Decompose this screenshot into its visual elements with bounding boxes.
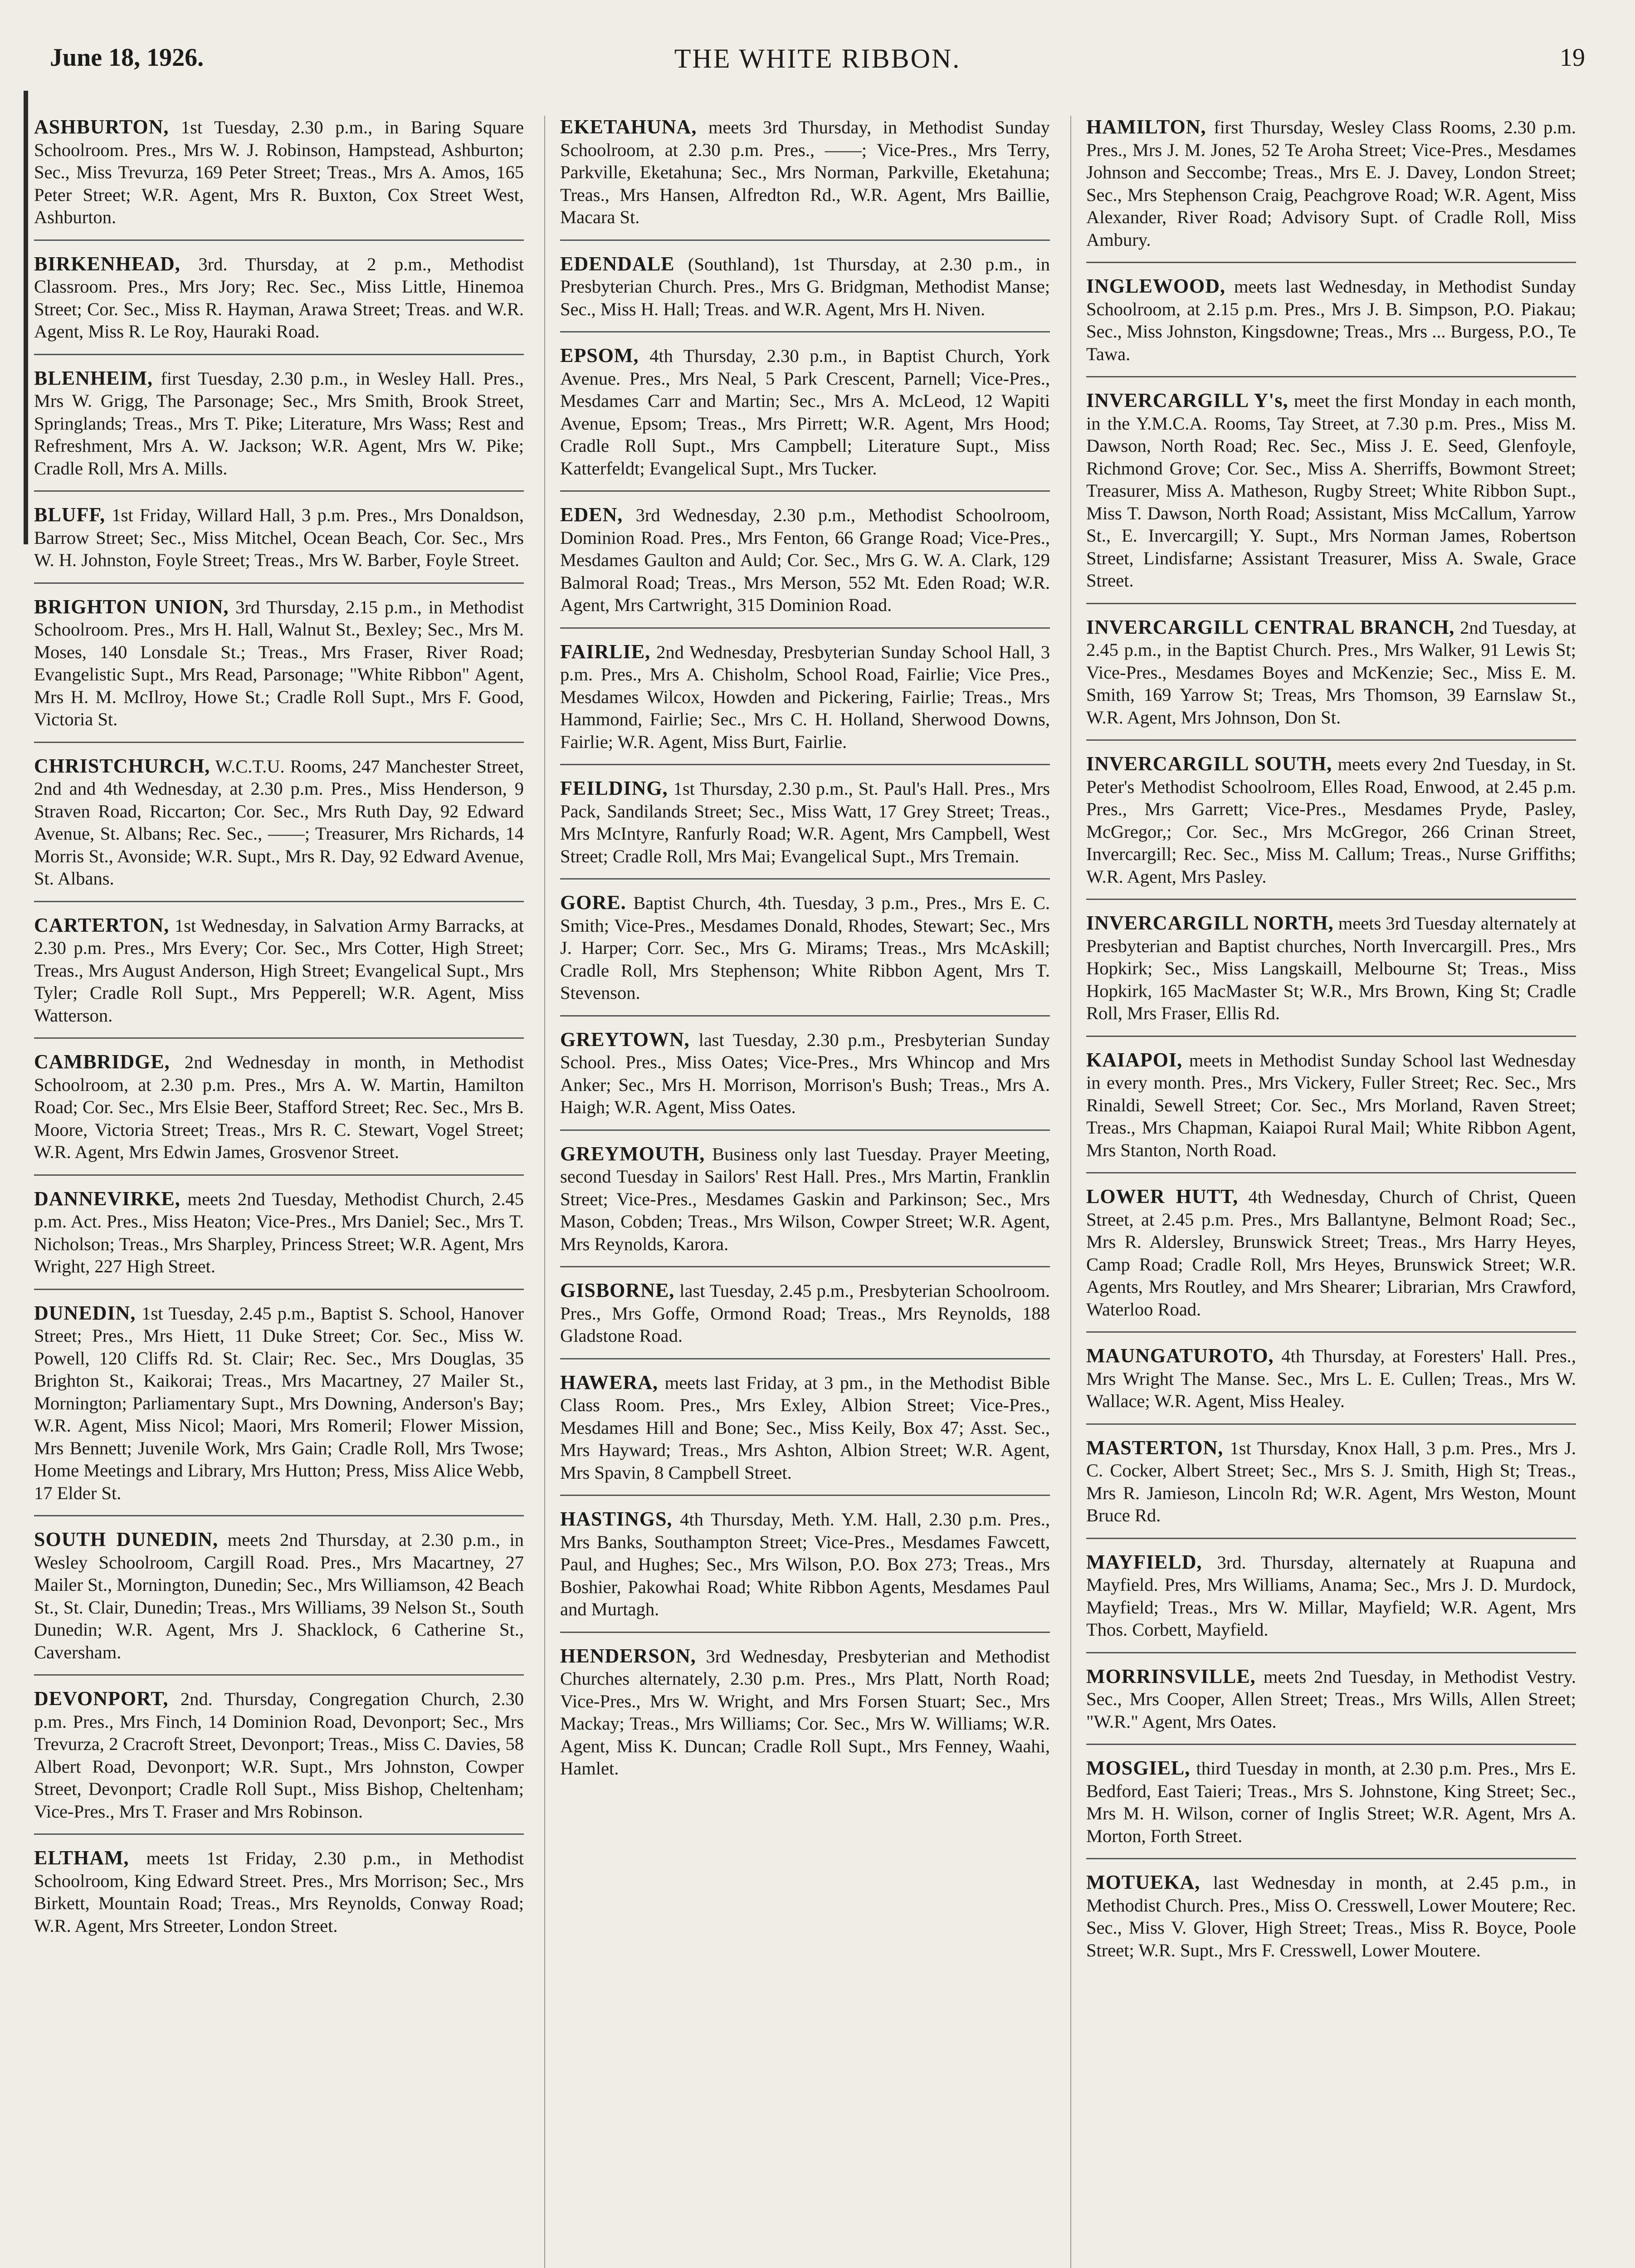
branch-name: FAIRLIE, xyxy=(560,640,651,663)
branch-details: meets 1st Friday, 2.30 p.m., in Methodist Schoolroom, King Edward Street. Pres., Mrs Morrison; Sec., Mrs Birkett, Mountain Road; Treas., Mrs Reynolds, Conway Road; W.R. Agent, Mrs Streeter, London Street. xyxy=(34,1848,524,1936)
branch-entry xyxy=(1086,1757,1576,1859)
branch-name: GREYTOWN, xyxy=(560,1028,690,1051)
branch-name: DANNEVIRKE, xyxy=(34,1187,181,1210)
branch-name: HASTINGS, xyxy=(560,1508,673,1530)
branch-details: 1st Wednesday, in Salvation Army Barracks, at 2.30 p.m. Pres., Mrs Every; Cor. Sec., Mrs Cotter, High Street; Treas., Mrs August Anderson, High Street; Evangelical Supt., Mrs Tyler; Cradle Roll Supt., Mrs Pepperell; W.R. Agent, Miss Watterson. xyxy=(34,915,524,1026)
branch-details: first Thursday, Wesley Class Rooms, 2.30 p.m. Pres., Mrs J. M. Jones, 52 Te Aroha Street; Vice-Pres., Mesdames Johnson and Seccombe; Treas., Mrs E. J. Davey, London Street; Sec., Mrs Stephenson Craig, Peachgrove Road; W.R. Agent, Miss Alexander, River Road; Advisory Supt. of Cradle Roll, Miss Ambury. xyxy=(1086,117,1576,250)
branch-details: 1st Friday, Willard Hall, 3 p.m. Pres., Mrs Donaldson, Barrow Street; Sec., Miss Mitchel, Ocean Beach, Cor. Sec., Mrs W. H. Johnston, Foyle Street; Treas., Mrs W. Barber, Foyle Street. xyxy=(34,505,524,570)
branch-details: Baptist Church, 4th. Tuesday, 3 p.m., Pres., Mrs E. C. Smith; Vice-Pres., Mesdames Donald, Rhodes, Stewart; Sec., Mrs J. Harper; Corr. Sec., Mrs G. Mirams; Treas., Mrs McAskill; Cradle Roll, Mrs Stephenson; White Ribbon Agent, Mrs T. Stevenson. xyxy=(560,893,1050,1003)
column-divider xyxy=(544,116,545,2268)
branch-entry xyxy=(1086,1185,1576,1333)
branch-entry xyxy=(34,367,524,492)
branch-entry xyxy=(560,777,1050,880)
branch-entry xyxy=(560,1371,1050,1496)
branch-name: BLENHEIM, xyxy=(34,367,153,389)
branch-details: 1st Thursday, 2.30 p.m., St. Paul's Hall. Pres., Mrs Pack, Sandilands Street; Sec., Miss Watt, 17 Grey Street; Treas., Mrs McIntyre, Ranfurly Road; W.R. Agent, Mrs Campbell, West Street; Cradle Roll, Mrs Mai; Evangelical Supt., Mrs Tremain. xyxy=(560,778,1050,866)
branch-name: SOUTH DUNEDIN, xyxy=(34,1528,219,1550)
branch-name: EDENDALE xyxy=(560,252,675,275)
page-number: 19 xyxy=(1560,44,1585,72)
branch-name: CAMBRIDGE, xyxy=(34,1051,170,1073)
column-2 xyxy=(560,116,1050,2268)
branch-details: meets every 2nd Tuesday, in St. Peter's Methodist Schoolroom, Elles Road, Enwood, at 2.45 p.m. Pres., Mrs Garrett; Vice-Pres., Mesdames Pryde, Pasley, McGregor,; Cor. Sec., Mrs McGregor, 266 Crinan Street, Invercargill; Rec. Sec., Miss M. Callum; Treas., Nurse Griffiths; W.R. Agent, Mrs Pasley. xyxy=(1086,754,1576,887)
branch-name: MAUNGATUROTO, xyxy=(1086,1344,1274,1367)
branch-entry xyxy=(1086,912,1576,1037)
branch-name: EPSOM, xyxy=(560,344,639,367)
branch-entry xyxy=(560,891,1050,1017)
branch-name: DEVONPORT, xyxy=(34,1687,169,1710)
branch-details: 2nd Wednesday in month, in Methodist Schoolroom, at 2.30 p.m. Pres., Mrs A. W. Martin, Hamilton Road; Cor. Sec., Mrs Elsie Beer, Stafford Street; Rec. Sec., Mrs B. Moore, Victoria Street; Treas., Mrs R. C. Stewart, Vogel Street; W.R. Agent, Mrs Edwin James, Grosvenor Street. xyxy=(34,1052,524,1162)
branch-details: meets last Friday, at 3 pm., in the Methodist Bible Class Room. Pres., Mrs Exley, Albion Street; Vice-Pres., Mesdames Hill and Bone; Sec., Miss Keily, Box 47; Asst. Sec., Mrs Hayward; Treas., Mrs Ashton, Albion Street; W.R. Agent, Mrs Spavin, 8 Campbell Street. xyxy=(560,1372,1050,1483)
branch-name: CHRISTCHURCH, xyxy=(34,754,210,777)
branch-name: DUNEDIN, xyxy=(34,1301,136,1324)
branch-entry xyxy=(34,253,524,355)
branch-details: 1st Tuesday, 2.30 p.m., in Baring Square Schoolroom. Pres., Mrs W. J. Robinson, Hampstead, Ashburton; Sec., Miss Trevurza, 169 Peter Street; Treas., Mrs A. Amos, 165 Peter Street; W.R. Agent, Mrs R. Buxton, Cox Street West, Ashburton. xyxy=(34,117,524,227)
branch-entry xyxy=(1086,1551,1576,1653)
branch-entry xyxy=(34,116,524,241)
branch-name: MAYFIELD, xyxy=(1086,1550,1202,1573)
branch-details: 3rd Wednesday, 2.30 p.m., Methodist Schoolroom, Dominion Road. Pres., Mrs Fenton, 66 Grange Road; Vice-Pres., Mesdames Gaulton and Auld; Cor. Sec., Mrs G. W. A. Clark, 129 Balmoral Road; Treas., Mrs Merson, 552 Mt. Eden Road; W.R. Agent, Mrs Cartwright, 315 Dominion Road. xyxy=(560,505,1050,615)
branch-details: (Southland), 1st Thursday, at 2.30 p.m., in Presbyterian Church. Pres., Mrs G. Bridgman, Methodist Manse; Sec., Miss H. Hall; Treas. and W.R. Agent, Mrs H. Niven. xyxy=(560,254,1050,319)
branch-entry xyxy=(1086,275,1576,377)
branch-name: INGLEWOOD, xyxy=(1086,275,1226,297)
branch-name: GREYMOUTH, xyxy=(560,1142,705,1165)
branch-entry xyxy=(34,1687,524,1835)
branch-name: ELTHAM, xyxy=(34,1847,129,1869)
branch-name: CARTERTON, xyxy=(34,914,170,936)
branch-name: LOWER HUTT, xyxy=(1086,1185,1239,1207)
branch-entry xyxy=(34,914,524,1039)
branch-entry xyxy=(1086,1049,1576,1174)
branch-entry xyxy=(560,1645,1050,1791)
issue-date: June 18, 1926. xyxy=(50,44,204,72)
branch-entry xyxy=(1086,1344,1576,1425)
branch-name: GORE. xyxy=(560,891,626,914)
branch-details: last Wednesday in month, at 2.45 p.m., in Methodist Church. Pres., Miss O. Cresswell, Lower Moutere; Rec. Sec., Miss V. Glover, High Street; Treas., Miss R. Boyce, Poole Street; W.R. Supt., Mrs F. Cresswell, Lower Moutere. xyxy=(1086,1872,1576,1960)
branch-details: 2nd. Thursday, Congregation Church, 2.30 p.m. Pres., Mrs Finch, 14 Dominion Road, Devonport; Sec., Mrs Trevurza, 2 Cracroft Street, Devonport; Treas., Miss C. Davies, 58 Albert Road, Devonport; W.R. Supt., Mrs Johnston, Cowper Street, Devonport; Cradle Roll Supt., Miss Bishop, Cheltenham; Vice-Pres., Mrs T. Fraser and Mrs Robinson. xyxy=(34,1689,524,1822)
branch-details: 4th Thursday, at Foresters' Hall. Pres., Mrs Wright The Manse. Sec., Mrs L. E. Cullen; Treas., Mrs W. Wallace; W.R. Agent, Miss Healey. xyxy=(1086,1346,1576,1411)
branch-details: meets 3rd Thursday, in Methodist Sunday Schoolroom, at 2.30 p.m. Pres., ——; Vice-Pres., Mrs Terry, Parkville, Eketahuna; Sec., Mrs Norman, Parkville, Eketahuna; Treas., Mrs Hansen, Alfredton Rd., W.R. Agent, Mrs Baillie, Macara St. xyxy=(560,117,1050,227)
branch-entry xyxy=(560,1028,1050,1131)
branch-name: INVERCARGILL Y's, xyxy=(1086,389,1288,411)
column-1 xyxy=(34,116,524,2268)
branch-entry xyxy=(560,116,1050,241)
branch-name: ASHBURTON, xyxy=(34,116,169,138)
branch-name: EDEN, xyxy=(560,503,623,526)
branch-details: meets 2nd Tuesday, in Methodist Vestry. Sec., Mrs Cooper, Allen Street; Treas., Mrs Wills, Allen Street; "W.R." Agent, Mrs Oates. xyxy=(1086,1666,1576,1732)
branch-name: HAWERA, xyxy=(560,1371,659,1393)
branch-entry xyxy=(560,253,1050,333)
branch-details: 3rd. Thursday, at 2 p.m., Methodist Classroom. Pres., Mrs Jory; Rec. Sec., Miss Little, Hinemoa Street; Cor. Sec., Miss R. Hayman, Arawa Street; Treas. and W.R. Agent, Miss R. Le Roy, Hauraki Road. xyxy=(34,254,524,342)
branch-details: 1st Thursday, Knox Hall, 3 p.m. Pres., Mrs J. C. Cocker, Albert Street; Sec., Mrs S. J. Smith, High St; Treas., Mrs R. Jamieson, Lincoln Rd; W.R. Agent, Mrs Weston, Mount Bruce Rd. xyxy=(1086,1437,1576,1525)
branch-details: W.C.T.U. Rooms, 247 Manchester Street, 2nd and 4th Wednesday, at 2.30 p.m. Pres., Miss Henderson, 9 Straven Road, Riccarton; Cor. Sec., Mrs Ruth Day, 92 Edward Avenue, St. Albans; Rec. Sec., ——; Treasurer, Mrs Richards, 14 Morris St., Avonside; W.R. Supt., Mrs R. Day, 92 Edward Avenue, St. Albans. xyxy=(34,756,524,889)
branch-entry xyxy=(560,1143,1050,1268)
branch-details: third Tuesday in month, at 2.30 p.m. Pres., Mrs E. Bedford, East Taieri; Treas., Mrs S. Johnstone, King Street; Sec., Mrs M. H. Wilson, corner of Inglis Street; W.R. Agent, Mrs A. Morton, Forth Street. xyxy=(1086,1758,1576,1846)
publication-title: THE WHITE RIBBON. xyxy=(674,44,961,73)
branch-entry xyxy=(34,596,524,743)
branch-details: 4th Thursday, Meth. Y.M. Hall, 2.30 p.m. Pres., Mrs Banks, Southampton Street; Vice-Pres., Mesdames Fawcett, Paul, and Hughes; Sec., Mrs Wilson, P.O. Box 273; Treas., Mrs Boshier, Pakowhai Road; White Ribbon Agents, Mesdames Paul and Murtagh. xyxy=(560,1509,1050,1619)
branch-entry xyxy=(34,1528,524,1676)
branch-entry xyxy=(1086,1665,1576,1745)
branch-name: HAMILTON, xyxy=(1086,116,1206,138)
branch-entry xyxy=(34,1051,524,1176)
branch-entry xyxy=(1086,616,1576,741)
branch-name: GISBORNE, xyxy=(560,1279,675,1301)
page-header xyxy=(50,43,1585,84)
branch-name: MASTERTON, xyxy=(1086,1436,1224,1459)
branch-name: HENDERSON, xyxy=(560,1644,696,1667)
branch-details: 4th Thursday, 2.30 p.m., in Baptist Church, York Avenue. Pres., Mrs Neal, 5 Park Crescent, Parnell; Vice-Pres., Mesdames Carr and Martin; Sec., Mrs A. McLeod, 12 Wapiti Avenue, Epsom; Treas., Mrs Pirrett; W.R. Agent, Mrs Hood; Cradle Roll Supt., Mrs Campbell; Literature Supt., Miss Katterfeldt; Evangelical Supt., Mrs Tucker. xyxy=(560,346,1050,479)
branch-entry xyxy=(1086,1871,1576,1972)
branch-entry xyxy=(560,503,1050,629)
branch-details: meets 2nd Thursday, at 2.30 p.m., in Wesley Schoolroom, Cargill Road. Pres., Mrs Macartney, 27 Mailer St., Mornington, Dunedin; Sec., Mrs Williamson, 42 Beach St., St. Clair, Dunedin; Treas., Mrs Williams, 39 Nelson St., South Dunedin; W.R. Agent, Mrs J. Shacklock, 6 Catherine St., Caversham. xyxy=(34,1530,524,1662)
column-divider xyxy=(1070,116,1071,2268)
branch-details: last Tuesday, 2.45 p.m., Presbyterian Schoolroom. Pres., Mrs Goffe, Ormond Road; Treas., Mrs Reynolds, 188 Gladstone Road. xyxy=(560,1281,1050,1346)
branch-details: 2nd Wednesday, Presbyterian Sunday School Hall, 3 p.m. Pres., Mrs A. Chisholm, School Road, Fairlie; Vice Pres., Mesdames Wilcox, Howden and Pickering, Fairlie; Treas., Mrs Hammond, Fairlie; Sec., Mrs C. H. Holland, Sherwood Downs, Fairlie; W.R. Agent, Miss Burt, Fairlie. xyxy=(560,641,1050,752)
branch-entry xyxy=(34,1847,524,1948)
page-edge-rule xyxy=(24,91,28,544)
branch-name: KAIAPOI, xyxy=(1086,1048,1183,1071)
branch-details: last Tuesday, 2.30 p.m., Presbyterian Sunday School. Pres., Miss Oates; Vice-Pres., Mrs Whincop and Mrs Anker; Sec., Mrs H. Morrison, Morrison's Bush; Treas., Mrs A. Haigh; W.R. Agent, Miss Oates. xyxy=(560,1029,1050,1117)
column-3 xyxy=(1086,116,1576,2268)
branch-name: BIRKENHEAD, xyxy=(34,252,181,275)
branch-entry xyxy=(1086,1437,1576,1539)
branch-entry xyxy=(1086,753,1576,900)
branch-details: 3rd. Thursday, alternately at Ruapuna and Mayfield. Pres, Mrs Williams, Anama; Sec., Mrs J. D. Murdock, Mayfield; Treas., Mrs W. Millar, Mayfield; W.R. Agent, Mrs Thos. Corbett, Mayfield. xyxy=(1086,1552,1576,1640)
branch-entry xyxy=(1086,116,1576,263)
branch-details: meet the first Monday in each month, in the Y.M.C.A. Rooms, Tay Street, at 7.30 p.m. Pres., Miss M. Dawson, North Road; Rec. Sec., Miss J. E. Seed, Glenfoyle, Richmond Grove; Cor. Sec., Miss A. Sherriffs, Bowmont Street; Treasurer, Miss A. Matheson, Rugby Street; White Ribbon Supt., Miss T. Dawson, North Road; Assistant, Miss McCallum, Yarrow St., E. Invercargill; Y. Supt., Mrs Norman James, Robertson Street, Lindisfarne; Assistant Treasurer, Miss A. Swale, Grace Street. xyxy=(1086,391,1576,591)
branch-name: BRIGHTON UNION, xyxy=(34,595,229,618)
branch-details: meets in Methodist Sunday School last Wednesday in every month. Pres., Mrs Vickery, Fuller Street; Rec. Sec., Mrs Rinaldi, Sewell Street; Cor. Sec., Mrs Morland, Raven Street; Treas., Mrs Chapman, Kaiapoi Rural Mail; White Ribbon Agent, Mrs Stanton, North Road. xyxy=(1086,1050,1576,1160)
branch-entry xyxy=(560,1508,1050,1633)
branch-entry xyxy=(560,1279,1050,1359)
branch-name: EKETAHUNA, xyxy=(560,116,697,138)
branch-details: meets 3rd Tuesday alternately at Presbyterian and Baptist churches, North Invercargill. Pres., Mrs Hopkirk; Sec., Miss Langskaill, Melbourne St; Treas., Miss Hopkirk, 165 MacMaster St; W.R., Mrs Brown, King St; Cradle Roll, Mrs Fraser, Ellis Rd. xyxy=(1086,913,1576,1023)
branch-entry xyxy=(560,640,1050,766)
branch-entry xyxy=(34,503,524,584)
branch-details: 4th Wednesday, Church of Christ, Queen Street, at 2.45 p.m. Pres., Mrs Ballantyne, Belmont Road; Sec., Mrs R. Aldersley, Brunswick Street; Treas., Mrs Harry Heyes, Camp Road; Cradle Roll, Mrs Heyes, Brunswick Street; W.R. Agents, Mrs Routley, and Mrs Shearer; Librarian, Mrs Crawford, Waterloo Road. xyxy=(1086,1187,1576,1320)
branch-name: INVERCARGILL SOUTH, xyxy=(1086,753,1332,775)
branch-details: 3rd Wednesday, Presbyterian and Methodist Churches alternately, 2.30 p.m. Pres., Mrs Platt, North Road; Vice-Pres., Mrs W. Wright, and Mrs Forsen Stuart; Sec., Mrs Mackay; Treas., Mrs Williams; Cor. Sec., Mrs W. Williams; W.R. Agent, Miss K. Duncan; Cradle Roll Supt., Mrs Fenney, Waahi, Hamlet. xyxy=(560,1646,1050,1779)
branch-details: Business only last Tuesday. Prayer Meeting, second Tuesday in Sailors' Rest Hall. Pres., Mrs Martin, Franklin Street; Vice-Pres., Mesdames Gaskin and Parkinson; Sec., Mrs Mason, Cobden; Treas., Mrs Wilson, Cowper Street; W.R. Agent, Mrs Reynolds, Karora. xyxy=(560,1144,1050,1254)
branch-details: first Tuesday, 2.30 p.m., in Wesley Hall. Pres., Mrs W. Grigg, The Parsonage; Sec., Mrs Smith, Brook Street, Springlands; Treas., Mrs T. Pike; Literature, Mrs Wass; Rest and Refreshment, Mrs A. W. Jackson; W.R. Agent, Mrs W. Pike; Cradle Roll, Mrs A. Mills. xyxy=(34,368,524,479)
branch-name: MORRINSVILLE, xyxy=(1086,1665,1256,1687)
branch-entry xyxy=(34,1188,524,1290)
branch-name: MOTUEKA, xyxy=(1086,1871,1201,1893)
branch-entry xyxy=(560,344,1050,492)
branch-entry xyxy=(34,755,524,902)
branch-name: INVERCARGILL CENTRAL BRANCH, xyxy=(1086,616,1455,638)
branch-name: BLUFF, xyxy=(34,503,106,526)
branch-details: meets last Wednesday, in Methodist Sunday Schoolroom, at 2.15 p.m. Pres., Mrs J. B. Simpson, P.O. Piakau; Sec., Miss Johnston, Kingsdowne; Treas., Mrs ... Burgess, P.O., Te Tawa. xyxy=(1086,276,1576,364)
branch-entry xyxy=(34,1302,524,1517)
branch-name: FEILDING, xyxy=(560,777,668,799)
branch-details: meets 2nd Tuesday, Methodist Church, 2.45 p.m. Act. Pres., Miss Heaton; Vice-Pres., Mrs Daniel; Sec., Mrs T. Nicholson; Treas., Mrs Sharpley, Princess Street; W.R. Agent, Mrs Wright, 227 High Street. xyxy=(34,1188,524,1276)
branch-details: 2nd Tuesday, at 2.45 p.m., in the Baptist Church. Pres., Mrs Walker, 91 Lewis St; Vice-Pres., Mesdames Boyes and McKenzie; Sec., Miss E. M. Smith, 169 Yarrow St; Treas, Mrs Thomson, 39 Earnslaw St., W.R. Agent, Mrs Johnson, Don St. xyxy=(1086,617,1576,728)
branch-name: MOSGIEL, xyxy=(1086,1757,1191,1779)
branch-entry xyxy=(1086,389,1576,604)
branch-details: 3rd Thursday, 2.15 p.m., in Methodist Schoolroom. Pres., Mrs H. Hall, Walnut St., Bexley; Sec., Mrs M. Moses, 140 Lonsdale St.; Treas., Mrs Fraser, River Road; Evangelistic Supt., Mrs Read, Parsonage; "White Ribbon" Agent, Mrs H. M. McIlroy, Howe St.; Cradle Roll Supt., Mrs F. Good, Victoria St. xyxy=(34,596,524,729)
branch-details: 1st Tuesday, 2.45 p.m., Baptist S. School, Hanover Street; Pres., Mrs Hiett, 11 Duke Street; Cor. Sec., Miss W. Powell, 120 Cliffs Rd. St. Clair; Rec. Sec., Mrs Douglas, 35 Brighton St., Kaikorai; Treas., Mrs Macartney, 27 Mailer St., Mornington; Parliamentary Supt., Mrs Downing, Anderson's Bay; W.R. Agent, Miss Nicol; Maori, Mrs Romeril; Flower Mission, Mrs Bennett; Juvenile Work, Mrs Gain; Cradle Roll, Mrs Twose; Home Meetings and Library, Mrs Hutton; Press, Miss Alice Webb, 17 Elder St. xyxy=(34,1303,524,1503)
branch-name: INVERCARGILL NORTH, xyxy=(1086,912,1334,934)
